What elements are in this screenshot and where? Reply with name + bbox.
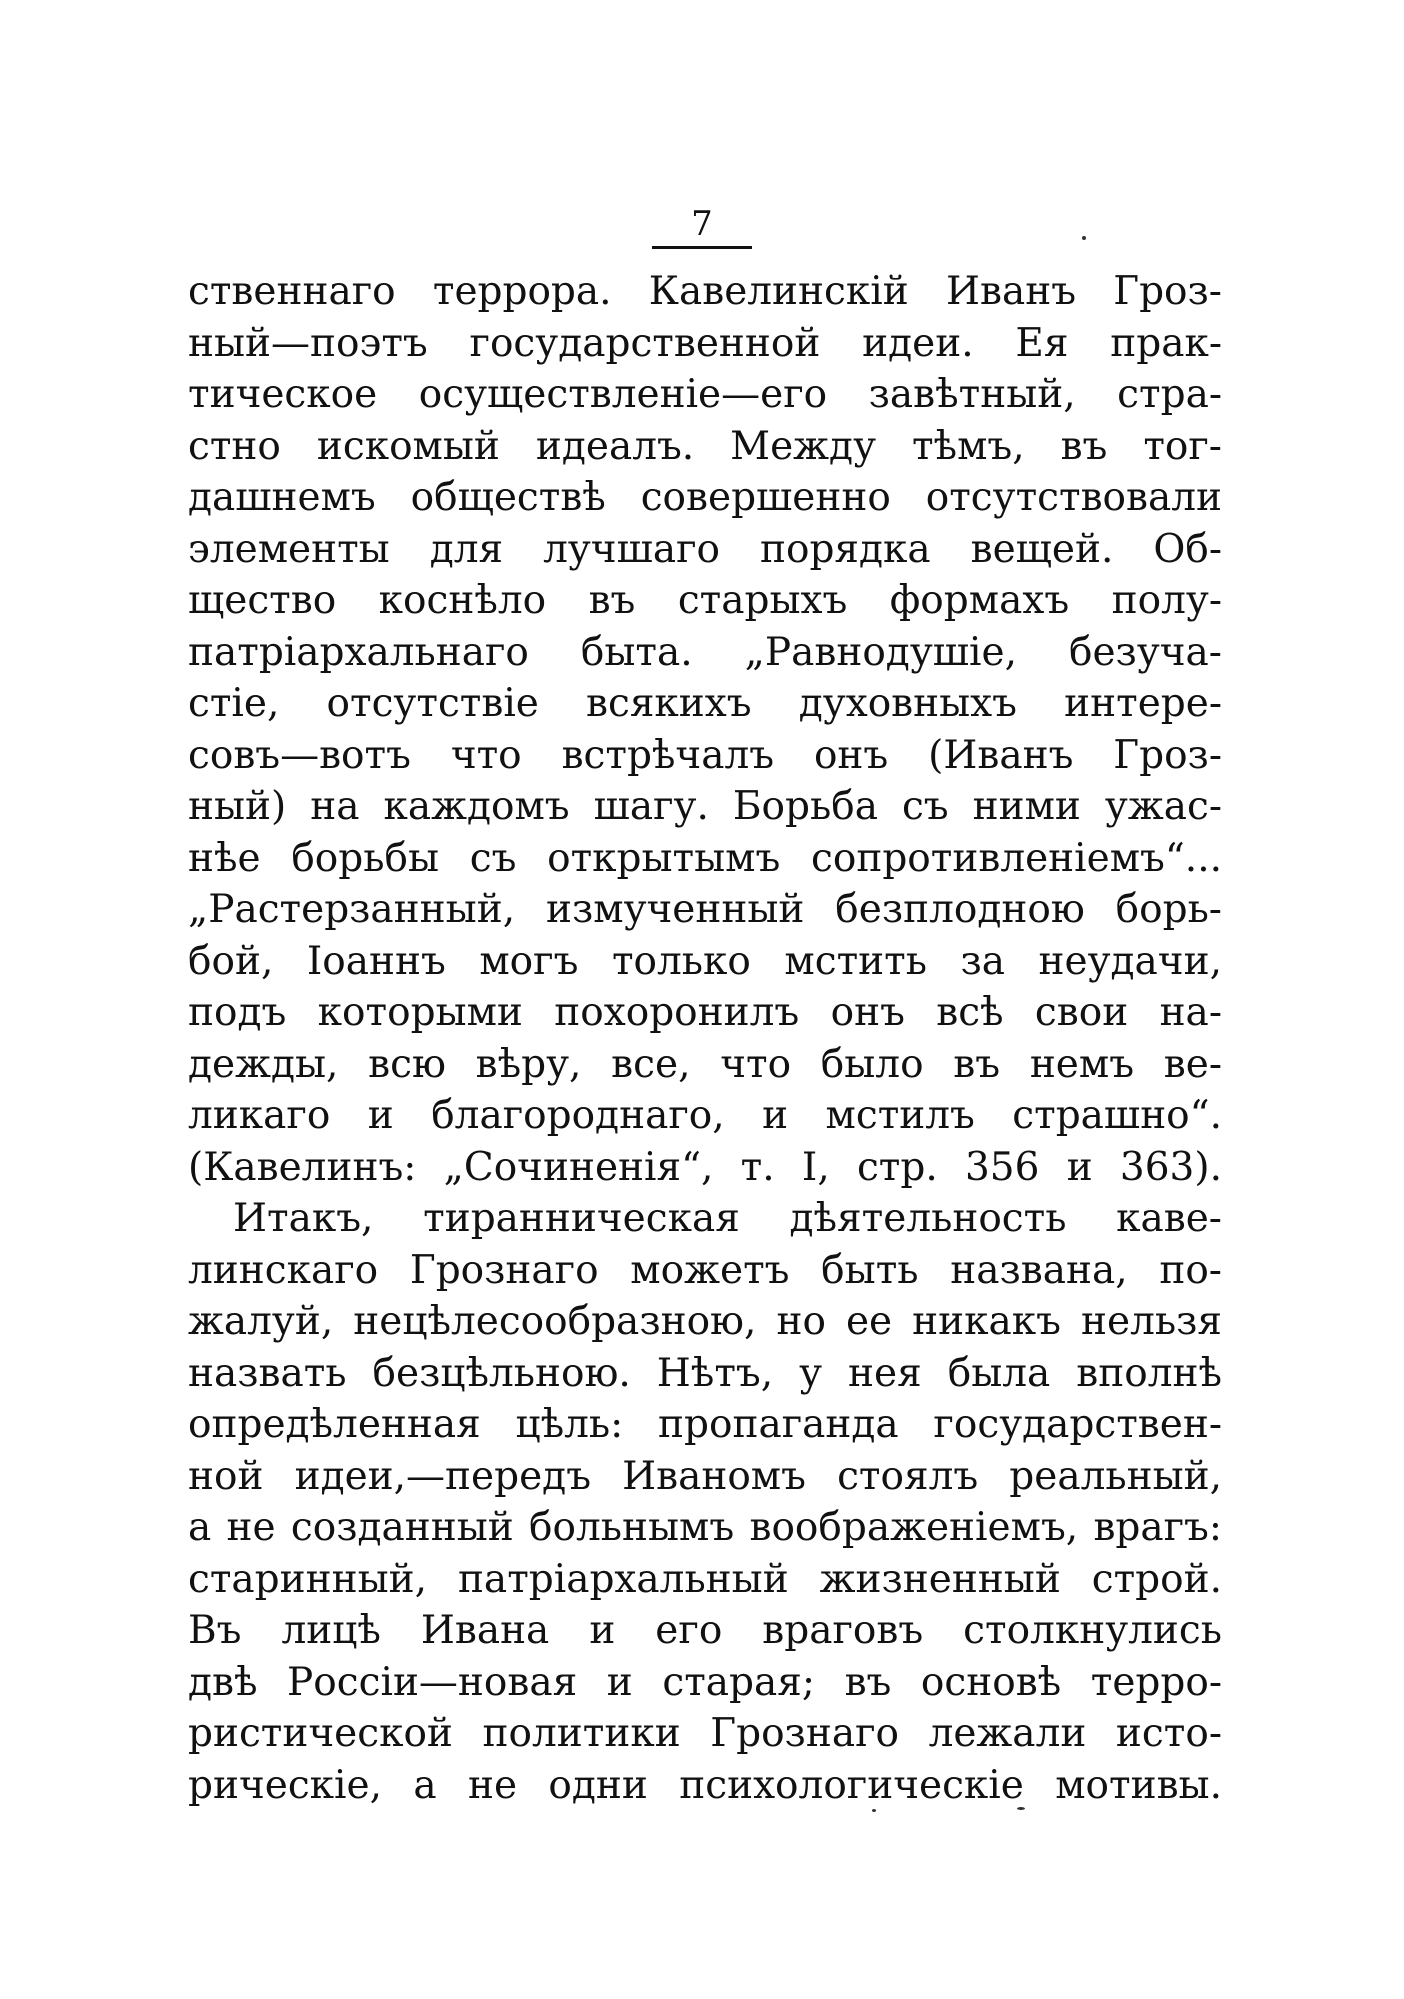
text-line: стно искомый идеалъ. Между тѣмъ, въ тог- bbox=[188, 423, 1222, 469]
text-line: бой, Іоаннъ могъ только мстить за неудачи, bbox=[188, 938, 1222, 984]
text-line: „Растерзанный, измученный безплодною борь- bbox=[188, 887, 1222, 932]
page-number: 7 bbox=[691, 204, 713, 244]
text-line: опредѣленная цѣль: пропаганда государствен- bbox=[188, 1402, 1222, 1447]
text-line: ный—поэтъ государственной идеи. Ея прак- bbox=[188, 320, 1222, 366]
text-line: двѣ Россіи—новая и старая; въ основѣ терро- bbox=[188, 1659, 1222, 1705]
body-text bbox=[188, 266, 1222, 1811]
page-number-rule bbox=[652, 246, 752, 249]
text-line: Въ лицѣ Ивана и его враговъ столкнулись bbox=[188, 1608, 1222, 1653]
text-line: ристической политики Грознаго лежали исто- bbox=[188, 1711, 1222, 1756]
text-line: рическіе, а не одни психологическіе мотивы. bbox=[188, 1762, 1222, 1808]
scan-speck bbox=[872, 1809, 876, 1812]
text-line: элементы для лучшаго порядка вещей. Об- bbox=[188, 526, 1222, 572]
text-line: ственнаго террора. Кавелинскій Иванъ Гроз- bbox=[188, 269, 1222, 314]
text-line: ной идеи,—передъ Иваномъ стоялъ реальный, bbox=[188, 1453, 1222, 1499]
text-line: дежды, всю вѣру, все, что было въ немъ ве- bbox=[188, 1041, 1222, 1087]
text-line: тическое осуществленіе—его завѣтный, стра- bbox=[188, 372, 1222, 417]
text-line: дашнемъ обществѣ совершенно отсутствовали bbox=[188, 475, 1222, 520]
text-line: нѣе борьбы съ открытымъ сопротивленіемъ“... bbox=[188, 835, 1222, 881]
text-line: линскаго Грознаго можетъ быть названа, по- bbox=[188, 1247, 1222, 1293]
text-line: совъ—вотъ что встрѣчалъ онъ (Иванъ Гроз- bbox=[188, 732, 1222, 778]
text-line: а не созданный больнымъ воображеніемъ, врагъ: bbox=[188, 1505, 1222, 1550]
text-line: (Кавелинъ: „Сочиненія“, т. I, стр. 356 и 363). bbox=[188, 1144, 1222, 1190]
text-line: щество коснѣло въ старыхъ формахъ полу- bbox=[188, 578, 1222, 623]
text-line: ный) на каждомъ шагу. Борьба съ ними ужас- bbox=[188, 784, 1222, 829]
text-line: стіе, отсутствіе всякихъ духовныхъ интере- bbox=[188, 681, 1222, 726]
text-line-paragraph-start: Итакъ, тиранническая дѣятельность каве- bbox=[233, 1196, 1222, 1241]
text-line: подъ которыми похоронилъ онъ всѣ свои на- bbox=[188, 990, 1222, 1035]
text-line: патріархальнаго быта. „Равнодушіе, безуча- bbox=[188, 629, 1222, 675]
text-line: жалуй, нецѣлесообразною, но ее никакъ нельзя bbox=[188, 1299, 1222, 1344]
text-line: ликаго и благороднаго, и мстилъ страшно“. bbox=[188, 1093, 1222, 1138]
scan-speck bbox=[1017, 1807, 1025, 1810]
scan-speck bbox=[1082, 236, 1086, 240]
text-line: старинный, патріархальный жизненный строй. bbox=[188, 1556, 1222, 1602]
text-line: назвать безцѣльною. Нѣтъ, у нея была вполнѣ bbox=[188, 1350, 1222, 1396]
